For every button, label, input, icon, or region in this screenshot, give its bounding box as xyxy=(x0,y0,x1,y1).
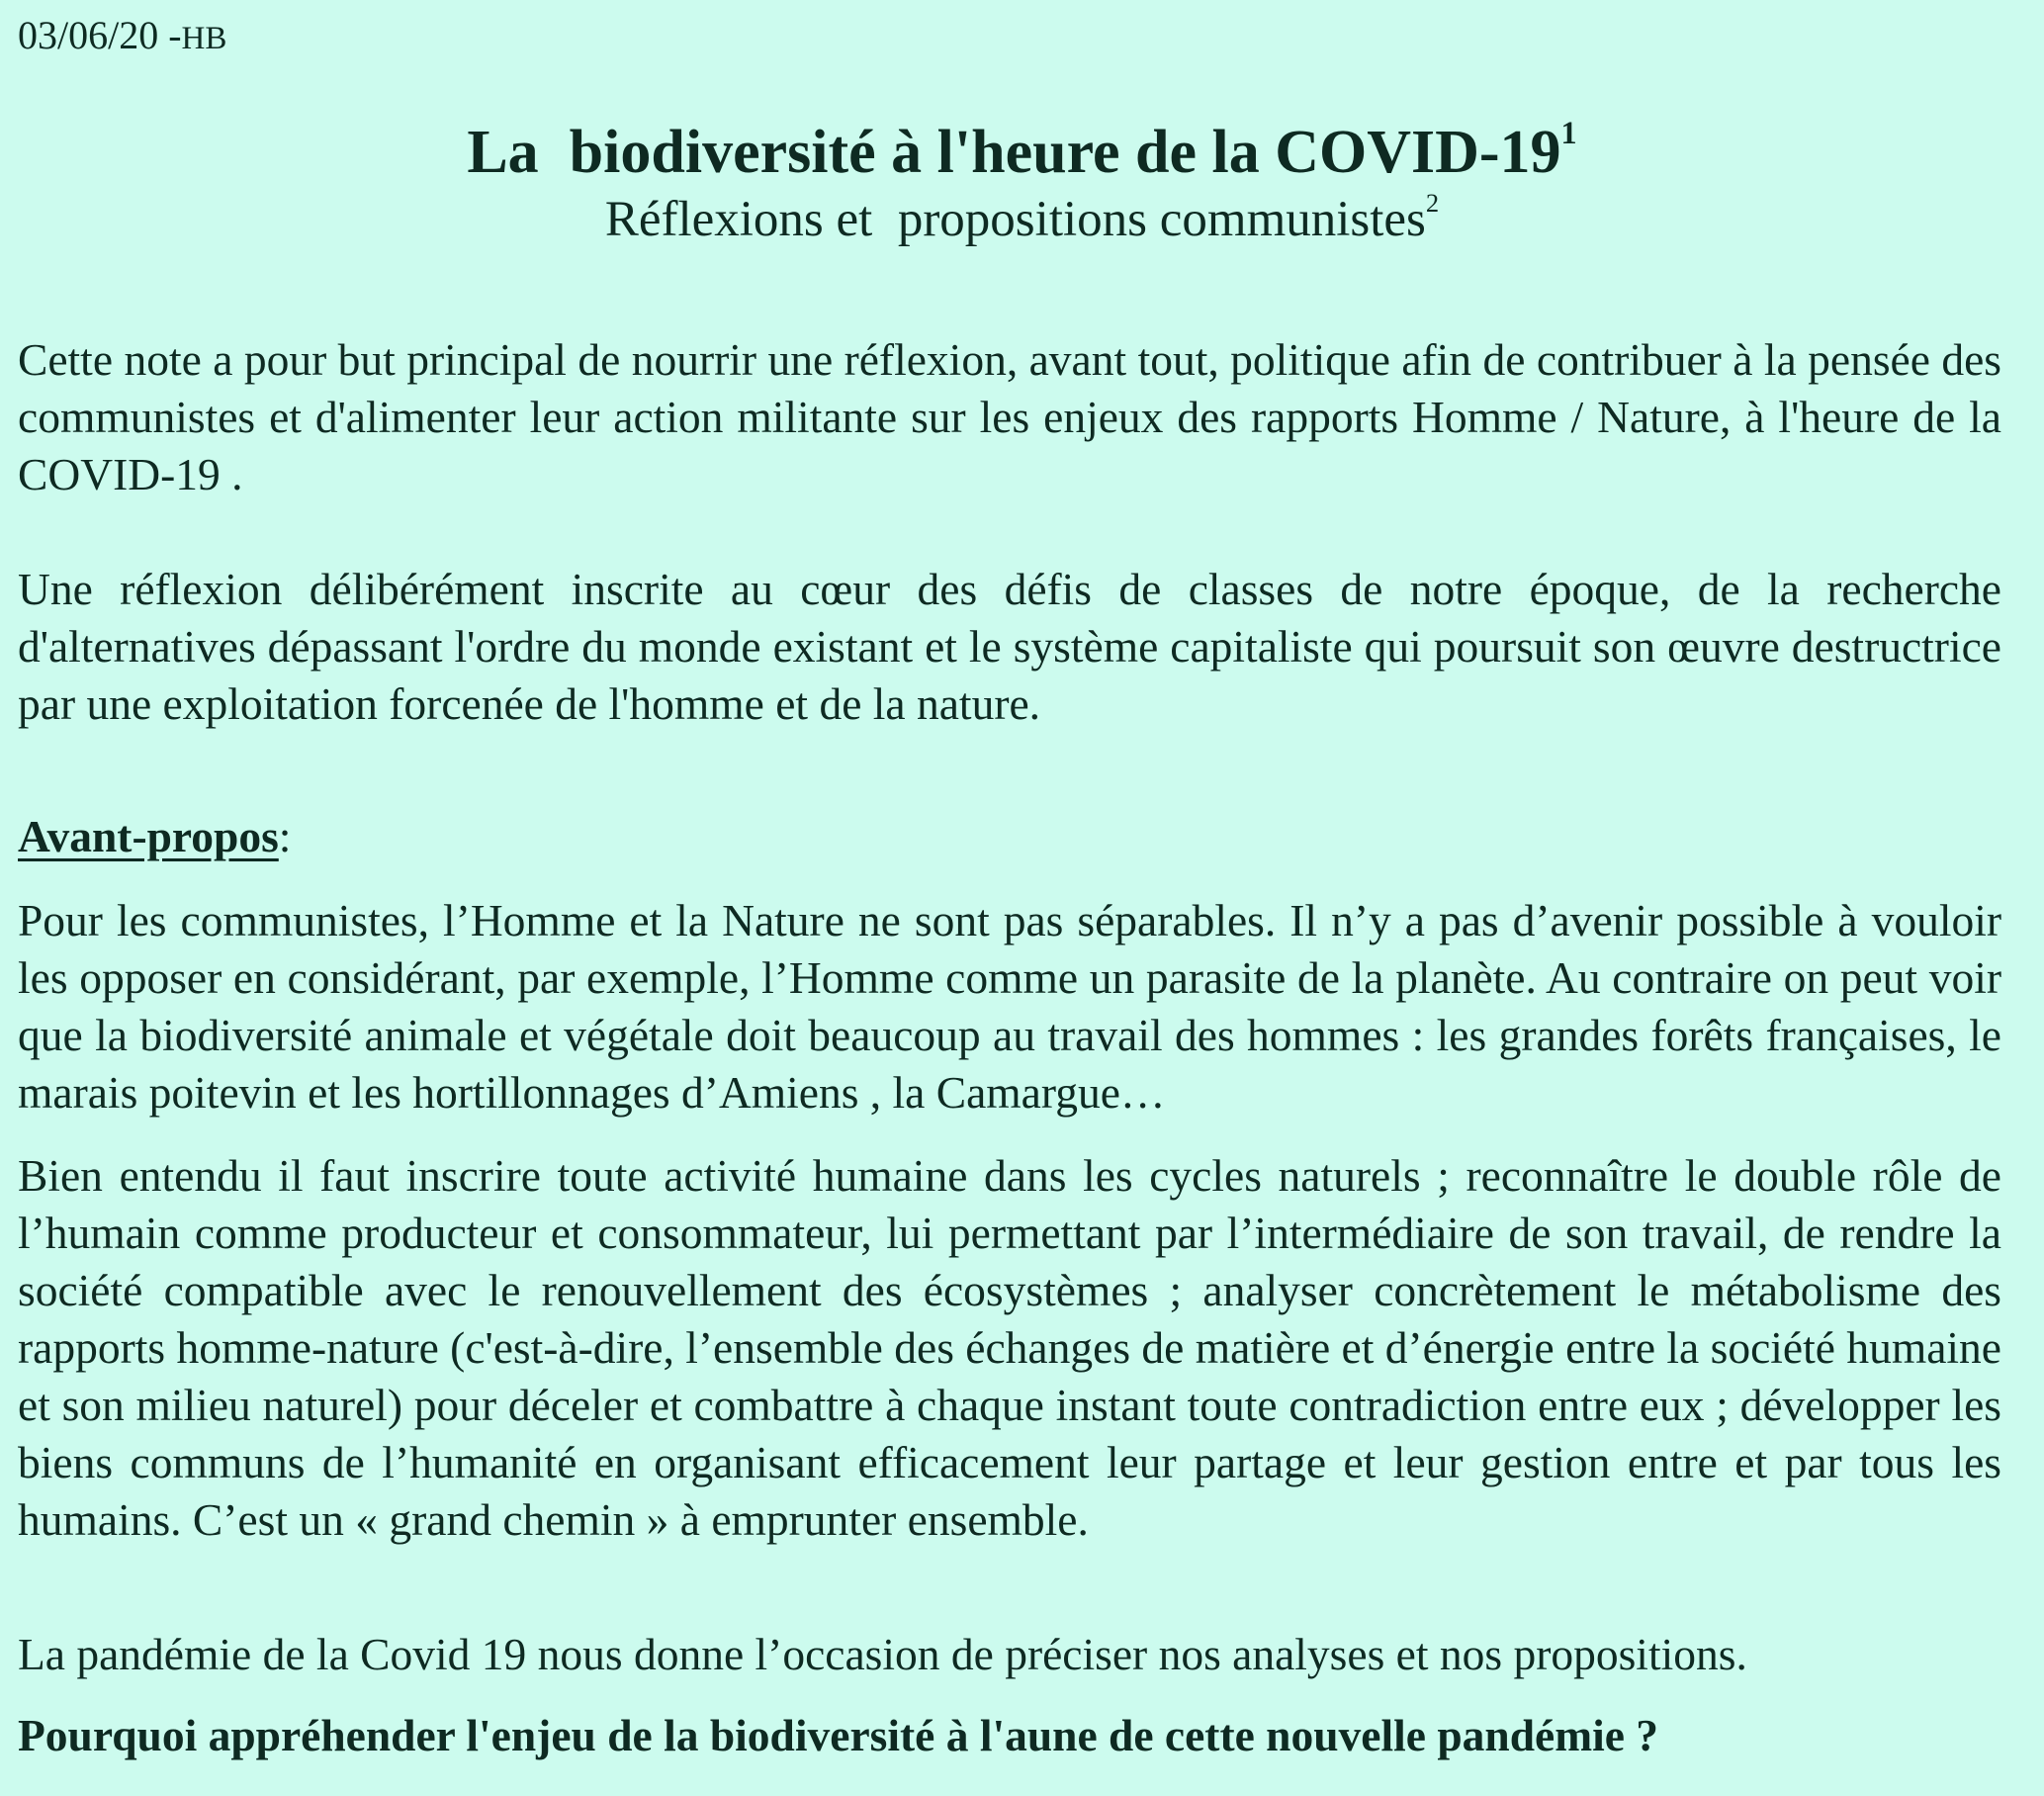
title-text: La biodiversité à l'heure de la COVID-19 xyxy=(467,119,1561,186)
subtitle-text: Réflexions et propositions communistes xyxy=(604,192,1426,247)
document-title xyxy=(0,114,2044,188)
intro-paragraph-2: Une réflexion délibérément inscrite au cœur des défis de classes de notre époque, de la recherche d'alternatives dépassant l'ordre du monde existant et le système capitaliste qui poursuit son œuvre destructrice par une exploitation forcenée de l'homme et de la nature. xyxy=(18,564,2001,729)
body-paragraph-2: Bien entendu il faut inscrire toute activité humaine dans les cycles naturels ; reconnaître le double rôle de l’humain comme producteur et consommateur, lui permettant par l’intermédiaire de son travail, de rendre la société compatible avec le renouvellement des écosystèmes ; analyser concrètement le métabolisme des rapports homme-nature (c'est-à-dire, l’ensemble des échanges de matière et d’énergie entre la société humaine et son milieu naturel) pour déceler et combattre à chaque instant toute contradiction entre eux ; développer les biens communs de l’humanité en organisant efficacement leur partage et leur gestion entre et par tous les humains. C’est un « grand chemin » à emprunter ensemble. xyxy=(18,1150,2001,1545)
document-date xyxy=(18,14,226,60)
section-heading-colon: : xyxy=(278,811,292,861)
section-question: Pourquoi appréhender l'enjeu de la biodiversité à l'aune de cette nouvelle pandémie ? xyxy=(18,1710,1659,1760)
intro-paragraph-1: Cette note a pour but principal de nourrir une réflexion, avant tout, politique afin de contribuer à la pensée des communistes et d'alimenter leur action militante sur les enjeux des rapports Homme / Nature, à l'heure de la COVID-19 . xyxy=(18,334,2001,499)
footnote-ref-2[interactable]: 2 xyxy=(1425,188,1440,219)
section-heading-text: Avant-propos xyxy=(18,811,279,861)
section-heading xyxy=(18,808,291,865)
body-paragraph-3: La pandémie de la Covid 19 nous donne l’occasion de préciser nos analyses et nos propositions. xyxy=(18,1629,1747,1679)
body-paragraph-1: Pour les communistes, l’Homme et la Nature ne sont pas séparables. Il n’y a pas d’avenir possible à vouloir les opposer en considérant, par exemple, l’Homme comme un parasite de la planète. Au contraire on peut voir que la biodiversité animale et végétale doit beaucoup au travail des hommes : les grandes forêts françaises, le marais poitevin et les hortillonnages d’Amiens , la Camargue… xyxy=(18,895,2001,1118)
author-initials: HB xyxy=(181,21,227,56)
document-subtitle xyxy=(0,190,2044,249)
footnote-ref-1[interactable]: 1 xyxy=(1560,114,1577,150)
date-text: 03/06/20 - xyxy=(18,13,182,57)
